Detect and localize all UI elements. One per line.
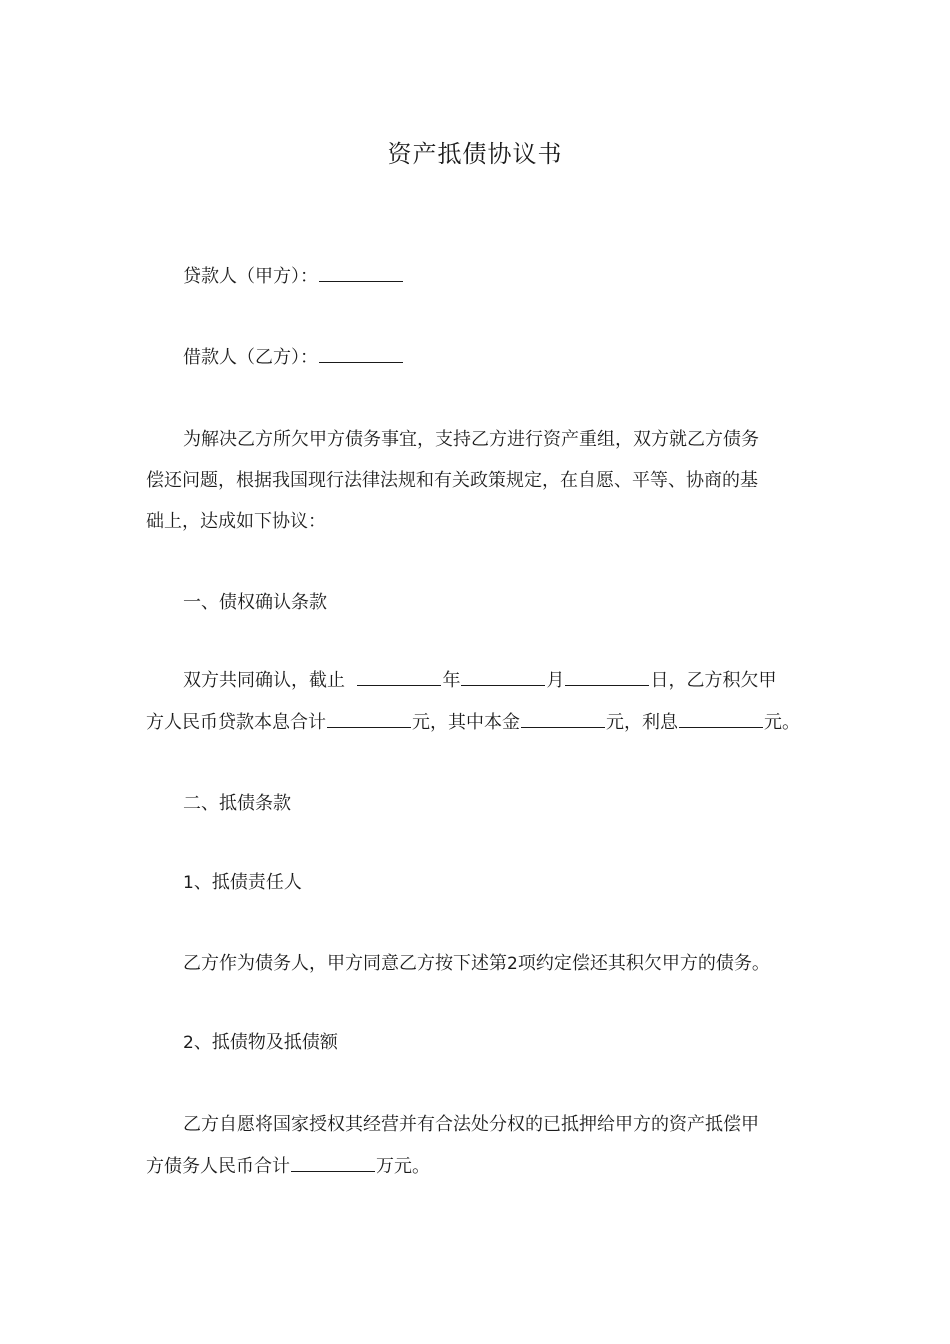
interest-text: 元，利息 — [606, 712, 678, 733]
month-blank — [461, 669, 545, 686]
item2-heading-text: 、抵债物及抵债额 — [193, 1032, 338, 1053]
item1-number: 1 — [183, 873, 194, 893]
item1-heading-text: 、抵债责任人 — [193, 872, 302, 893]
item1-heading — [183, 871, 302, 895]
lender-label: 贷款人（甲方）： — [183, 266, 318, 287]
preamble-line-1: 为解决乙方所欠甲方债务事宜，支持乙方进行资产重组，双方就乙方债务 — [183, 429, 759, 450]
item2-amount-blank — [291, 1155, 375, 1172]
total-blank — [327, 711, 411, 728]
year-blank — [357, 669, 441, 686]
interest-suffix: 元。 — [764, 712, 800, 733]
section1-heading: 一、债权确认条款 — [183, 592, 327, 613]
confirm-text: 双方共同确认，截止 — [183, 670, 345, 691]
section1-line-1 — [183, 669, 776, 693]
borrower-blank — [319, 346, 403, 363]
section1-line-2 — [146, 711, 800, 735]
borrower-line — [183, 346, 404, 370]
lender-line — [183, 265, 404, 289]
day-label: 日，乙方积欠甲 — [650, 670, 777, 691]
item1-text-number: 2 — [507, 954, 518, 974]
document-title: 资产抵债协议书 — [387, 140, 563, 168]
item2-suffix: 万元。 — [376, 1156, 430, 1177]
item2-text-line-1: 乙方自愿将国家授权其经营并有合法处分权的已抵押给甲方的资产抵偿甲 — [183, 1114, 759, 1135]
section2-heading: 二、抵债条款 — [183, 793, 291, 814]
principal-blank — [521, 711, 605, 728]
item2-heading — [183, 1031, 338, 1055]
year-label: 年 — [442, 670, 461, 691]
item2-number: 2 — [183, 1033, 194, 1053]
day-blank — [565, 669, 649, 686]
item2-total-text: 方债务人民币合计 — [146, 1156, 290, 1177]
total-text: 方人民币贷款本息合计 — [146, 712, 326, 733]
item2-text-line-2 — [146, 1155, 430, 1179]
item1-text-b: 项约定偿还其积欠甲方的债务。 — [517, 953, 770, 974]
principal-text: 元，其中本金 — [412, 712, 520, 733]
item1-text — [183, 952, 770, 976]
lender-blank — [319, 265, 403, 282]
month-label: 月 — [546, 670, 565, 691]
preamble-line-2: 偿还问题，根据我国现行法律法规和有关政策规定，在自愿、平等、协商的基 — [146, 470, 758, 491]
item1-text-a: 乙方作为债务人，甲方同意乙方按下述第 — [183, 953, 507, 974]
interest-blank — [679, 711, 763, 728]
preamble-line-3: 础上，达成如下协议： — [146, 511, 326, 532]
borrower-label: 借款人（乙方）： — [183, 347, 318, 368]
